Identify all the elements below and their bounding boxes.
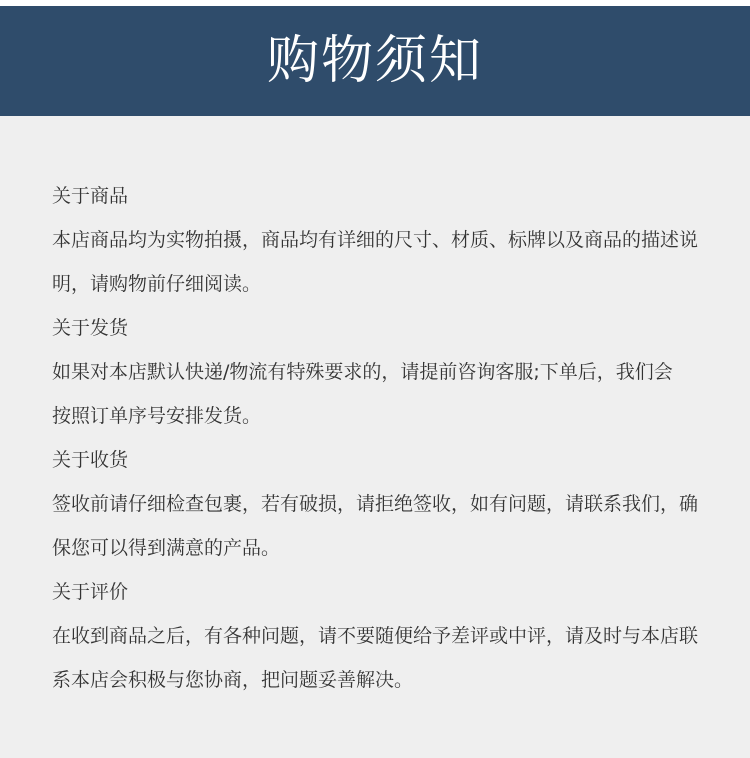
section-line: 本店商品均为实物拍摄，商品均有详细的尺寸、材质、标牌以及商品的描述说: [52, 229, 699, 251]
notice-text: [52, 174, 728, 702]
section-heading-receiving: 关于收货: [52, 449, 129, 471]
section-heading-shipping: 关于发货: [52, 317, 129, 339]
section-line: 在收到商品之后，有各种问题，请不要随便给予差评或中评，请及时与本店联: [52, 625, 699, 647]
section-line: 如果对本店默认快递/物流有特殊要求的，请提前咨询客服;下单后，我们会: [52, 361, 673, 383]
section-heading-reviews: 关于评价: [52, 581, 129, 603]
header-banner: [0, 6, 750, 116]
section-line: 保您可以得到满意的产品。: [52, 537, 281, 559]
section-line: 签收前请仔细检查包裹，若有破损，请拒绝签收，如有问题，请联系我们，确: [52, 493, 699, 515]
section-line: 按照订单序号安排发货。: [52, 405, 262, 427]
section-heading-products: 关于商品: [52, 185, 129, 207]
section-line: 系本店会积极与您协商，把问题妥善解决。: [52, 669, 414, 691]
notice-content: [0, 116, 750, 758]
page-title: 购物须知: [266, 31, 483, 91]
section-line: 明，请购物前仔细阅读。: [52, 273, 262, 295]
